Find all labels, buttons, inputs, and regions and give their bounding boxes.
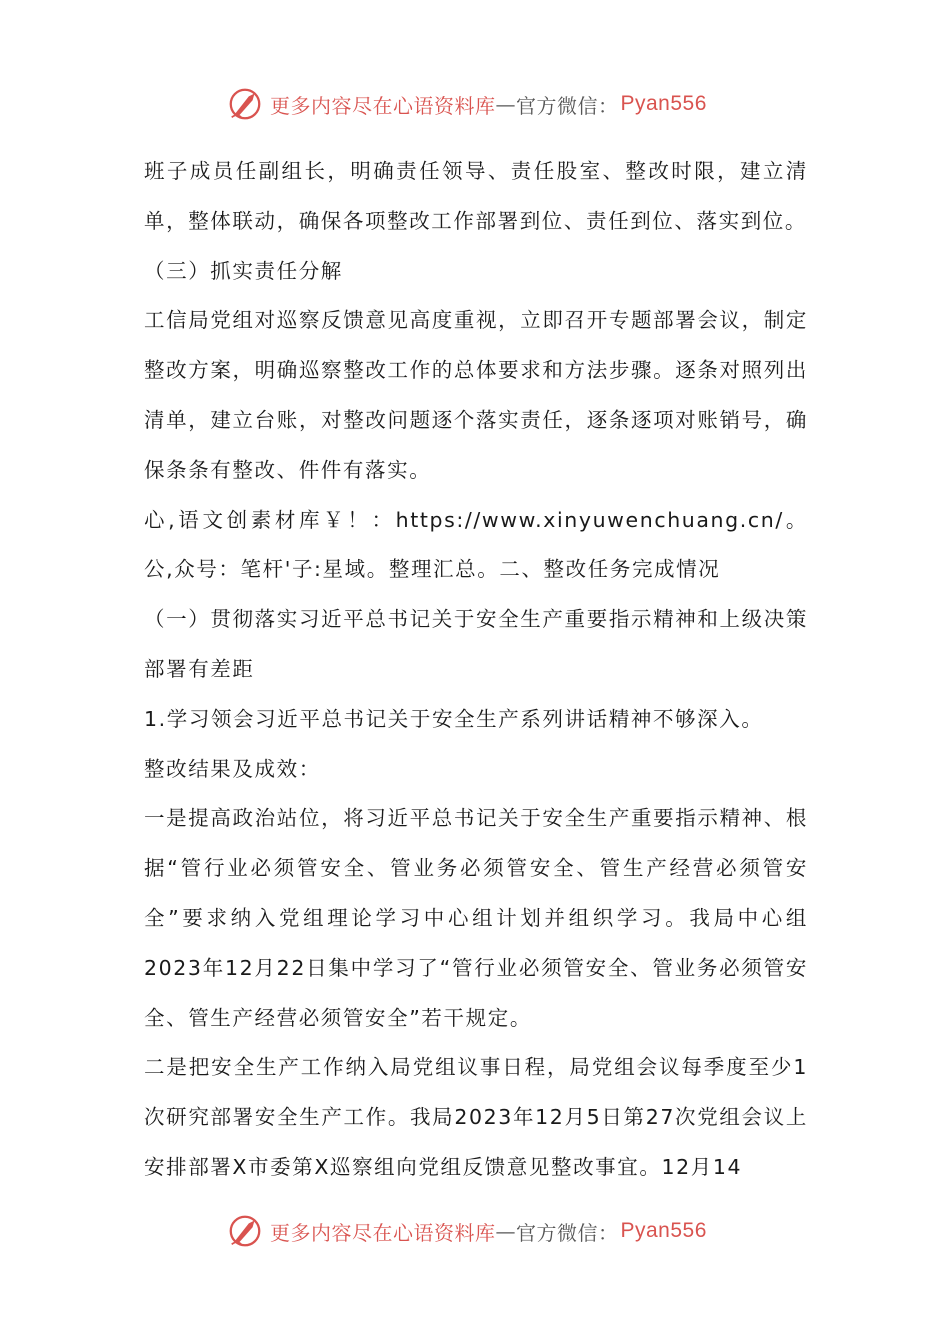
- banner-main-text: 更多内容尽在心语资料库: [270, 93, 496, 118]
- header-banner: [226, 84, 707, 124]
- paragraph: 二是把安全生产工作纳入局党组议事日程，局党组会议每季度至少1次研究部署安全生产工作。我局2023年12月5日第27次党组会议上安排部署X市委第X巡察组向党组反馈意见整改事宜。12月14: [144, 1055, 808, 1179]
- banner-wechat-id: Pyan556: [620, 1219, 707, 1242]
- paragraph: 工信局党组对巡察反馈意见高度重视，立即召开专题部署会议，制定整改方案，明确巡察整改工作的总体要求和方法步骤。逐条对照列出清单，建立台账，对整改问题逐个落实责任，逐条逐项对账销号，确保条条有整改、件件有落实。: [144, 308, 808, 482]
- paragraph: 心,语文创素材库￥！：https://www.xinyuwenchuang.cn/。公,众号：笔杆'子:星域。整理汇总。二、整改任务完成情况: [144, 507, 808, 582]
- banner-wechat-label: 官方微信：: [516, 1220, 619, 1245]
- paragraph: 一是提高政治站位，将习近平总书记关于安全生产重要指示精神、根据“管行业必须管安全、管业务必须管安全、管生产经营必须管安全”要求纳入党组理论学习中心组计划并组织学习。我局中心组2023年12月22日集中学习了“管行业必须管安全、管业务必须管安全、管生产经营必须管安全”若干规定。: [144, 806, 808, 1030]
- footer-banner: [226, 1211, 707, 1251]
- banner-wechat-label: 官方微信：: [516, 93, 619, 118]
- banner-dash: —: [495, 1219, 516, 1243]
- pen-logo-icon: [226, 85, 264, 123]
- section-heading: （三）抓实责任分解: [144, 258, 343, 283]
- section-heading: （一）贯彻落实习近平总书记关于安全生产重要指示精神和上级决策部署有差距: [144, 607, 808, 681]
- banner-main-text: 更多内容尽在心语资料库: [270, 1220, 496, 1245]
- paragraph: 1.学习领会习近平总书记关于安全生产系列讲话精神不够深入。: [144, 706, 764, 731]
- paragraph: 整改结果及成效：: [144, 756, 321, 781]
- pen-logo-icon: [226, 1212, 264, 1250]
- document-body: [144, 147, 808, 1193]
- banner-dash: —: [495, 92, 516, 116]
- paragraph: 班子成员任副组长，明确责任领导、责任股室、整改时限，建立清单，整体联动，确保各项整改工作部署到位、责任到位、落实到位。: [144, 159, 808, 233]
- banner-wechat-id: Pyan556: [620, 92, 707, 115]
